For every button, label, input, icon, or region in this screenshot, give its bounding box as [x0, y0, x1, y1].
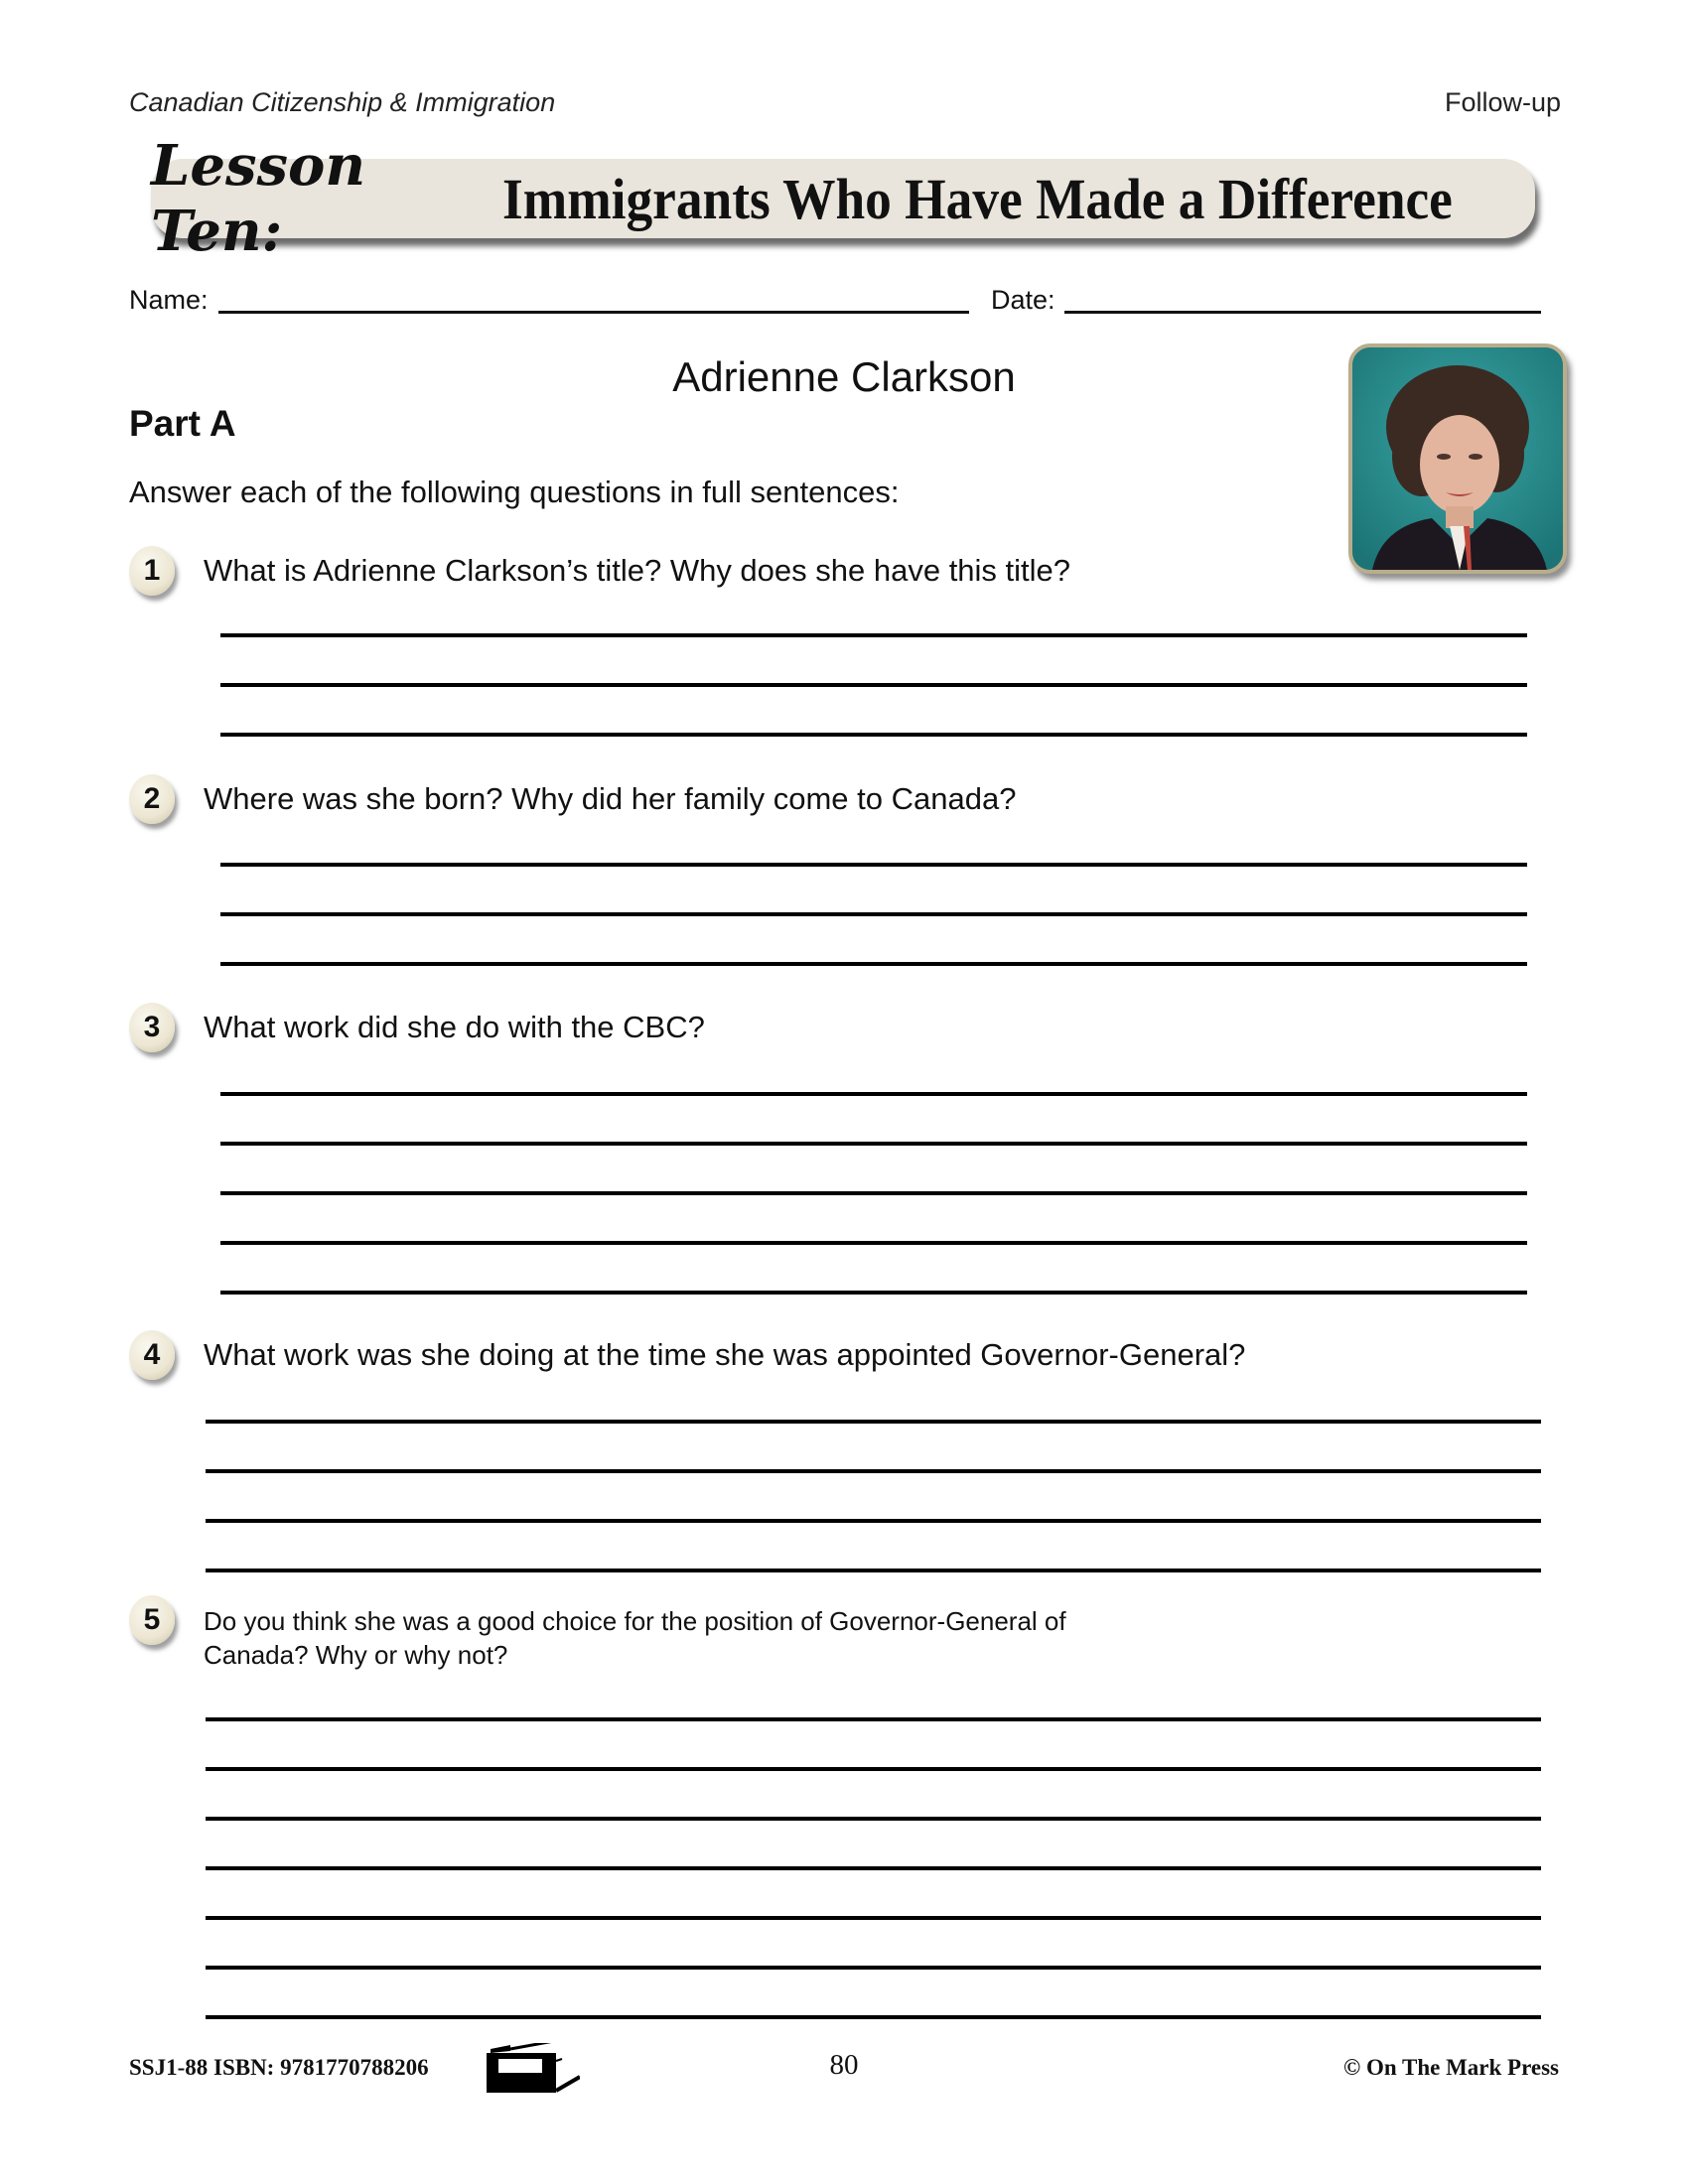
answer-line[interactable] — [220, 1291, 1527, 1295]
answer-line[interactable] — [206, 1916, 1541, 1920]
date-label: Date: — [991, 285, 1055, 315]
question-text: Where was she born? Why did her family come to Canada? — [204, 781, 1017, 816]
answer-line[interactable] — [206, 1817, 1541, 1821]
answer-line[interactable] — [206, 1569, 1541, 1572]
portrait-icon — [1352, 347, 1563, 570]
portrait-photo — [1348, 343, 1567, 574]
page-number: 80 — [829, 2049, 859, 2081]
answer-line[interactable] — [220, 683, 1527, 687]
answer-line[interactable] — [206, 1767, 1541, 1771]
answer-line[interactable] — [220, 863, 1527, 867]
lesson-label: Lesson Ten: — [151, 133, 366, 264]
question-number-badge: 3 — [129, 1003, 175, 1052]
question-text: What is Adrienne Clarkson’s title? Why does she have this title? — [204, 553, 1071, 588]
answer-line[interactable] — [206, 2015, 1541, 2019]
instructions: Answer each of the following questions in full sentences: — [129, 475, 900, 509]
question-text: What work was she doing at the time she was appointed Governor-General? — [204, 1337, 1246, 1372]
question-text: What work did she do with the CBC? — [204, 1010, 705, 1044]
answer-line[interactable] — [220, 962, 1527, 966]
answer-line[interactable] — [206, 1469, 1541, 1473]
answer-line[interactable] — [206, 1717, 1541, 1721]
footer-isbn: SSJ1-88 ISBN: 9781770788206 — [129, 2055, 429, 2080]
book-title: Canadian Citizenship & Immigration — [129, 87, 556, 117]
question-number-badge: 1 — [129, 546, 175, 596]
answer-line[interactable] — [220, 912, 1527, 916]
answer-line[interactable] — [220, 1092, 1527, 1096]
question-number-badge: 5 — [129, 1595, 175, 1645]
question-text-line-1: Do you think she was a good choice for the position of Governor-General of — [204, 1606, 1066, 1636]
part-title: Part A — [129, 403, 236, 444]
answer-line[interactable] — [206, 1519, 1541, 1523]
date-field[interactable] — [1064, 311, 1541, 314]
name-label: Name: — [129, 285, 209, 315]
answer-line[interactable] — [220, 1142, 1527, 1146]
answer-line[interactable] — [220, 733, 1527, 737]
question-number-badge: 4 — [129, 1330, 175, 1380]
answer-line[interactable] — [220, 1241, 1527, 1245]
answer-line[interactable] — [206, 1866, 1541, 1870]
answer-line[interactable] — [220, 1191, 1527, 1195]
answer-line[interactable] — [220, 633, 1527, 637]
name-field[interactable] — [218, 311, 969, 314]
lesson-title-banner — [151, 133, 1535, 264]
lesson-title: Immigrants Who Have Made a Difference — [501, 166, 1453, 231]
question-text-line-2: Canada? Why or why not? — [204, 1640, 508, 1670]
answer-line[interactable] — [206, 1966, 1541, 1970]
subject-name: Adrienne Clarkson — [672, 353, 1016, 400]
question-number-badge: 2 — [129, 774, 175, 824]
section-label: Follow-up — [1444, 87, 1561, 117]
copyright: © On The Mark Press — [1343, 2055, 1559, 2080]
answer-line[interactable] — [206, 1420, 1541, 1424]
